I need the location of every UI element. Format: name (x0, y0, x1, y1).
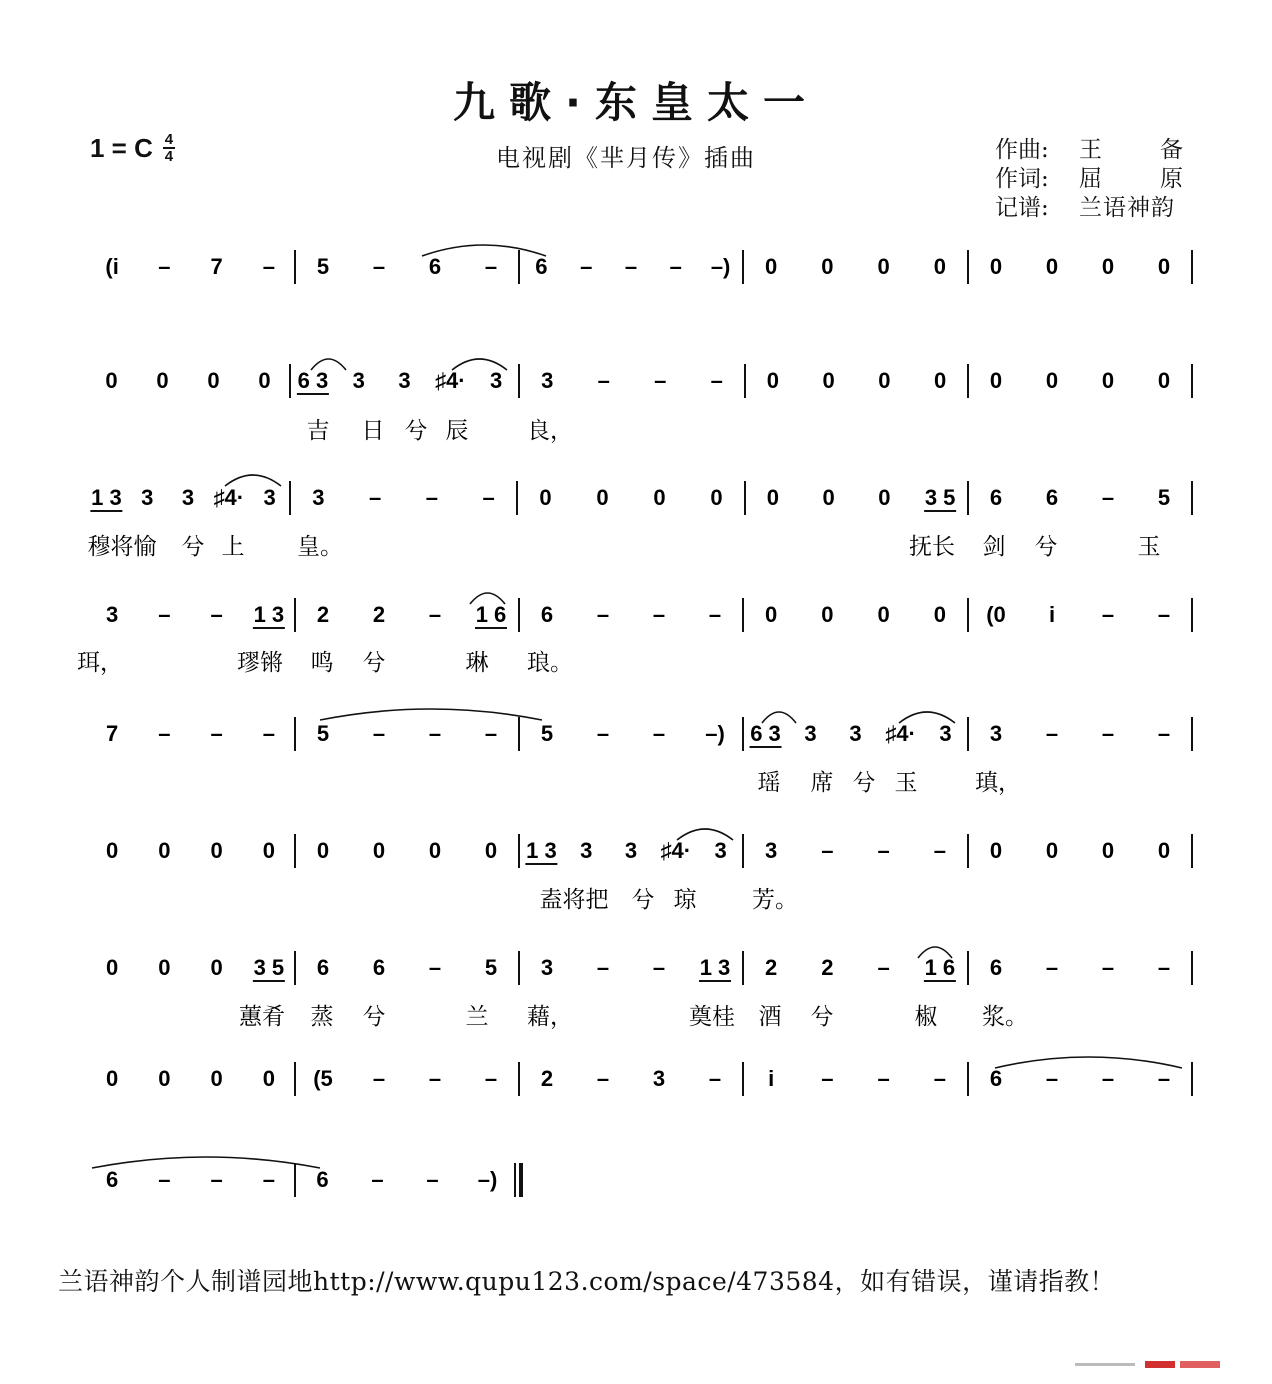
score-note: 6 (989, 955, 1003, 980)
score-note: 5 (316, 254, 330, 279)
score-note: – (596, 721, 610, 746)
score-note: 0 (765, 254, 778, 279)
score-note: 0 (1157, 368, 1171, 393)
score-note: 0 (878, 368, 891, 393)
score-note: 0 (821, 254, 834, 279)
score-note: 0 (484, 838, 498, 863)
score-note: – (580, 254, 593, 279)
score-note: 5 (540, 721, 554, 746)
score-note: 0 (877, 602, 890, 627)
watermark-logo (1075, 1360, 1225, 1370)
score-note: – (933, 838, 946, 863)
score-note: 2 (821, 955, 834, 980)
score-note: 3 (714, 838, 727, 863)
score-note: 0 (822, 485, 835, 510)
lyric-syllable: 盍将把 (539, 887, 609, 913)
lyric-syllable: 日 (361, 418, 385, 444)
score-note: 0 (989, 838, 1003, 863)
score-note: – (158, 254, 171, 279)
score-note: – (708, 602, 722, 627)
score-note: 5 (484, 955, 498, 980)
lyric-syllable: 藉， (527, 1004, 573, 1030)
score-note: 0 (596, 485, 609, 510)
score-note: 0 (1101, 368, 1115, 393)
score-note: 0 (766, 485, 779, 510)
score-note: – (1045, 721, 1059, 746)
score-note: 3 (181, 485, 195, 510)
credit-value: 屈原 (1079, 166, 1241, 192)
score-note: – (428, 602, 442, 627)
score-note: (i (105, 254, 119, 279)
score-note: – (652, 955, 666, 980)
score-note: – (624, 254, 638, 279)
score-note: 3 (624, 838, 638, 863)
lyric-syllable: 琳 (465, 650, 489, 676)
score-note: – (210, 602, 223, 627)
score-note: 0 (158, 1066, 171, 1091)
score-note: 0 (428, 838, 442, 863)
score-note: – (1157, 602, 1171, 627)
score-note: – (652, 721, 666, 746)
score-note: ♯4· (885, 721, 916, 746)
lyric-syllable: 浆。 (982, 1004, 1028, 1030)
score-note: 6 (428, 254, 442, 279)
score-note: 0 (1045, 254, 1059, 279)
footer-note: 兰语神韵个人制谱园地http://www.qupu123.com/space/473584，如有错误，谨请指教！ (58, 1267, 1116, 1296)
score-note: 6 (1045, 485, 1059, 510)
score-note: – (484, 254, 498, 279)
slur-arc (995, 1057, 1182, 1068)
score-note: 0 (539, 485, 552, 510)
score-note: – (210, 1167, 223, 1192)
score-note: 0 (1045, 838, 1059, 863)
lyric-syllable: 辰 (445, 418, 469, 444)
score-note: – (1045, 955, 1059, 980)
score-note: 0 (106, 838, 119, 863)
lyric-syllable: 琅。 (527, 650, 573, 676)
score-note: –) (710, 254, 731, 279)
score-note: 3 (489, 368, 503, 393)
score-note: 0 (710, 485, 723, 510)
score-note: 0 (158, 838, 171, 863)
score-note: 1 3 (526, 838, 557, 863)
score-note: – (877, 1066, 890, 1091)
score-note: – (596, 955, 610, 980)
score-note: – (1101, 602, 1115, 627)
score-note: – (1045, 1066, 1059, 1091)
score-note: 0 (989, 254, 1003, 279)
score-note: – (428, 721, 442, 746)
score-note: – (821, 1066, 834, 1091)
score-note: 3 (989, 721, 1003, 746)
score-note: 0 (106, 1066, 119, 1091)
score-note: 6 (989, 1066, 1003, 1091)
score-note: – (262, 254, 275, 279)
score-note: – (877, 838, 890, 863)
score-note: 0 (207, 368, 220, 393)
score-note: – (484, 721, 498, 746)
score-note: 0 (158, 955, 171, 980)
score-note: 0 (262, 838, 275, 863)
score-note: 3 (540, 955, 554, 980)
score-note: – (669, 254, 682, 279)
lyric-syllable: 酒 (758, 1004, 782, 1030)
score-note: – (158, 1167, 171, 1192)
lyric-syllable: 席 (810, 770, 834, 796)
score-note: 0 (105, 368, 118, 393)
score-note: i (768, 1066, 775, 1091)
score-note: 1 3 (699, 955, 731, 980)
score-note: 7 (106, 721, 119, 746)
lyric-syllable: 皇。 (297, 534, 343, 560)
lyric-syllable: 蕙肴 (239, 1004, 285, 1030)
lyric-syllable: 鸣 (310, 650, 334, 676)
credit-label: 作曲: (995, 137, 1049, 163)
score-note: – (262, 1167, 275, 1192)
score-note: 6 (535, 254, 548, 279)
score-note: 3 (804, 721, 817, 746)
score-note: 0 (653, 485, 666, 510)
score-note: ♯4· (213, 485, 245, 510)
score-note: 1 6 (475, 602, 507, 627)
lyric-syllable: 抚长 (909, 534, 955, 560)
score-note: 3 (939, 721, 952, 746)
score-note: 3 (312, 485, 325, 510)
score-note: 6 (106, 1167, 119, 1192)
time-signature-top: 4 (164, 131, 174, 148)
lyric-syllable: 兮 (631, 887, 655, 913)
subtitle: 电视剧《芈月传》插曲 (496, 144, 756, 172)
lyric-syllable: 琼 (673, 887, 697, 913)
score-note: – (1157, 1066, 1171, 1091)
score-note: ♯4· (435, 368, 466, 393)
lyric-syllable: 良， (527, 418, 573, 444)
score-note: 0 (210, 838, 223, 863)
score-note: 3 5 (924, 485, 956, 510)
score-note: – (652, 602, 666, 627)
score-note: – (158, 602, 171, 627)
score-note: 2 (316, 602, 330, 627)
lyric-syllable: 玉 (894, 770, 918, 796)
score-note: – (877, 955, 890, 980)
score-note: – (371, 1167, 384, 1192)
score-note: 1 3 (253, 602, 285, 627)
score-note: 2 (540, 1066, 554, 1091)
lyric-syllable: 兮 (1034, 534, 1058, 560)
score-note: 3 (849, 721, 862, 746)
score-note: – (482, 485, 495, 510)
score-note: – (1101, 485, 1115, 510)
score-note: 0 (989, 368, 1003, 393)
score-note: 2 (372, 602, 386, 627)
score-note: i (1048, 602, 1056, 627)
time-signature-bottom: 4 (164, 148, 174, 165)
score-note: 3 (263, 485, 276, 510)
credit-label: 作词: (995, 166, 1049, 192)
score-note: – (372, 1066, 386, 1091)
score-note: – (596, 1066, 610, 1091)
score-note: 0 (933, 602, 946, 627)
lyric-syllable: 珥， (77, 650, 123, 676)
score-note: 3 (141, 485, 154, 510)
lyric-syllable: 上 (221, 534, 245, 560)
score-note: (0 (986, 602, 1006, 627)
score-note: 0 (1045, 368, 1059, 393)
lyric-syllable: 兮 (362, 1004, 386, 1030)
score-note: 0 (821, 602, 834, 627)
lyric-syllable: 穆将愉 (87, 534, 157, 560)
score-note: – (372, 254, 386, 279)
score-note: – (596, 602, 610, 627)
score-note: 7 (210, 254, 223, 279)
lyric-syllable: 瑱， (975, 770, 1021, 796)
score-note: 3 (765, 838, 778, 863)
score-note: – (210, 721, 223, 746)
score-note: – (654, 368, 667, 393)
score-note: 0 (766, 368, 779, 393)
score-note: 6 3 (750, 721, 781, 746)
score-note: – (1101, 721, 1115, 746)
score-note: – (1157, 721, 1171, 746)
score-note: – (484, 1066, 498, 1091)
lyric-syllable: 椒 (914, 1004, 938, 1030)
score-note: 0 (1157, 838, 1171, 863)
slur-arc (92, 1157, 320, 1168)
score-note: 0 (877, 254, 890, 279)
lyric-syllable: 兰 (465, 1004, 489, 1030)
credit-value: 兰语神韵 (1079, 195, 1175, 221)
slur-arc (320, 709, 542, 720)
score-note: 6 (316, 955, 330, 980)
score-note: 0 (210, 955, 223, 980)
score-note: 0 (372, 838, 386, 863)
lyric-syllable: 兮 (810, 1004, 834, 1030)
lyric-syllable: 蒸 (310, 1004, 334, 1030)
lyric-syllable: 剑 (982, 534, 1006, 560)
credit-value: 王备 (1079, 137, 1241, 163)
lyric-syllable: 吉 (306, 418, 330, 444)
lyric-syllable: 瑶 (757, 770, 781, 796)
score-note: 2 (765, 955, 778, 980)
score-note: – (708, 1066, 722, 1091)
lyric-syllable: 奠桂 (689, 1004, 735, 1030)
score-note: – (372, 721, 386, 746)
score-note: 0 (106, 955, 119, 980)
score-note: 3 (652, 1066, 666, 1091)
score-note: 0 (156, 368, 169, 393)
score-note: 6 (372, 955, 386, 980)
score-note: 0 (210, 1066, 223, 1091)
score-note: 5 (316, 721, 330, 746)
score-note: 3 (541, 368, 554, 393)
score-note: 3 (352, 368, 365, 393)
score-note: 0 (934, 368, 947, 393)
score-note: 6 (989, 485, 1003, 510)
lyric-syllable: 芳。 (752, 887, 798, 913)
score-note: – (597, 368, 610, 393)
score-note: – (1101, 955, 1115, 980)
score-note: 6 (316, 1167, 329, 1192)
score-note: –) (705, 721, 725, 746)
score-note: – (933, 1066, 946, 1091)
score-note: (5 (313, 1066, 333, 1091)
score-note: 1 6 (924, 955, 956, 980)
score-note: 0 (262, 1066, 275, 1091)
lyric-syllable: 璆锵 (237, 650, 283, 676)
score-note: 3 5 (253, 955, 285, 980)
page-title: 九歌·东皇太一 (453, 78, 819, 127)
score-note: 0 (933, 254, 946, 279)
score-note: 3 (398, 368, 411, 393)
score-note: 1 3 (91, 485, 122, 510)
score-note: 0 (1157, 254, 1171, 279)
score-note: – (710, 368, 723, 393)
score-note: 0 (822, 368, 835, 393)
score-note: 3 (580, 838, 593, 863)
score-note: – (428, 1066, 442, 1091)
key-label: 1 = C (90, 132, 153, 163)
score-note: ♯4· (660, 838, 692, 863)
score-note: – (369, 485, 382, 510)
lyric-syllable: 兮 (181, 534, 205, 560)
lyric-syllable: 兮 (362, 650, 386, 676)
score-note: – (425, 485, 438, 510)
score-note: – (158, 721, 171, 746)
score-note: 0 (1101, 254, 1115, 279)
score-note: – (821, 838, 834, 863)
score-note: –) (477, 1167, 498, 1192)
credit-label: 记谱: (995, 195, 1049, 221)
score-note: 0 (765, 602, 778, 627)
score-note: 5 (1157, 485, 1171, 510)
score-note: – (428, 955, 442, 980)
lyric-syllable: 兮 (852, 770, 876, 796)
score-note: – (1157, 955, 1171, 980)
score-note: – (262, 721, 275, 746)
score-note: – (426, 1167, 439, 1192)
score-note: 6 (540, 602, 554, 627)
score-note: 3 (106, 602, 119, 627)
lyric-syllable: 玉 (1137, 534, 1161, 560)
score-note: 0 (258, 368, 271, 393)
score-note: 0 (1101, 838, 1115, 863)
score-note: – (1101, 1066, 1115, 1091)
score-note: 0 (878, 485, 891, 510)
score-note: 0 (316, 838, 330, 863)
lyric-syllable: 兮 (404, 418, 428, 444)
score-note: 6 3 (297, 368, 329, 393)
